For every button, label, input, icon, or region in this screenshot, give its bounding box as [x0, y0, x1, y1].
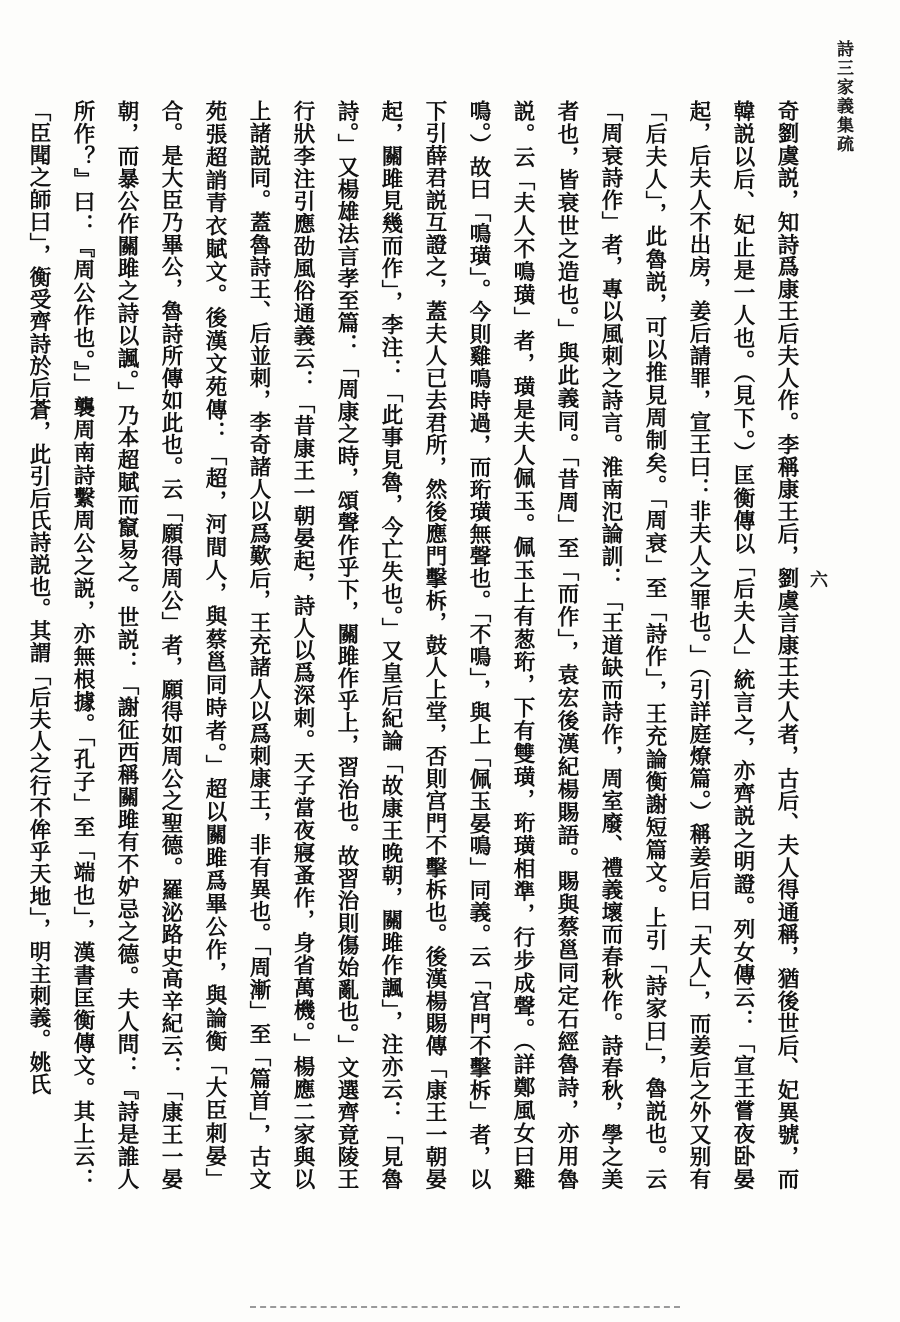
running-header-title: 詩三家義集疏 — [833, 40, 853, 154]
footer-rule — [250, 1306, 680, 1308]
page-number: 六 — [807, 570, 828, 588]
body-paragraph: 奇劉虞説，知詩爲康王后夫人作。李稱康王后，劉虞言康王夫人者，古后、夫人得通稱，猶後世后、妃異號，而韓説以后、妃止是一人也。（見下。）匡衡傳以「后夫人」統言之，亦齊説之明證。列女傳云：「宣王嘗夜卧晏起，后夫人不出房，姜后請罪，宣王曰：非夫人之罪也。」（引詳庭燎篇。）稱姜后曰「夫人」，而姜后之外又别有「后夫人」，此魯説，可以推見周制矣。「周衰」至「詩作」，王充論衡謝短篇文。上引「詩家曰」，魯説也。云「周衰詩作」者，專以風刺之詩言。淮南氾論訓：「王道缺而詩作，周室廢、禮義壞而春秋作。詩春秋，學之美者也，皆衰世之造也。」與此義同。「昔周」至「而作」，袁宏後漢紀楊賜語。賜與蔡邕同定石經魯詩，亦用魯説。云「夫人不鳴璜」者，璜是夫人佩玉。佩玉上有葱珩，下有雙璜，珩璜相準，行步成聲。（詳鄭風女曰雞鳴。）故曰「鳴璜」。今則雞鳴時過，而珩璜無聲也。「不鳴」，與上「佩玉晏鳴」同義。云「宫門不擊柝」者，以下引薛君説互證之，蓋夫人已去君所，然後應門擊柝，鼓人上堂，否則宫門不擊柝也。後漢楊賜傳「康王一朝晏起，關雎見幾而作」，李注：「此事見魯，今亡失也。」又皇后紀論「故康王晚朝，關雎作諷」，注亦云：「見魯詩。」又楊雄法言孝至篇：「周康之時，頌聲作乎下，關雎作乎上，習治也。故習治則傷始亂也。」文選齊竟陵王行狀李注引應劭風俗通義云：「昔康王一朝晏起，詩人以爲深刺。天子當夜寢蚤作，身省萬機。」楊應二家與以上諸説同。蓋魯詩王、后並刺，李奇諸人以爲歎后，王充諸人以爲刺康王，非有異也。「周漸」至「篇首」，古文苑張超誚青衣賦文。後漢文苑傳：「超，河間人，與蔡邕同時者。」超以關雎爲畢公作，與論衡「大臣刺晏」合。是大臣乃畢公，魯詩所傳如此也。云「願得周公」者，願得如周公之聖德。羅泌路史高辛紀云：「康王一晏朝，而暴公作關雎之詩以諷。」乃本超賦而竄易之。世説：「謝征西稱關雎有不妒忌之德。夫人問：『詩是誰人所作？』曰：『周公作也。』」襲周南詩繫周公之説，亦無根據。「孔子」至「端也」，漢書匡衡傳文。其上云：「臣聞之師曰」，衡受齊詩於后蒼，此引后氏詩説也。其謂「后夫人之行不侔乎天地」，明主刺義。姚氏 — [26, 100, 799, 1190]
body-text-column-block — [26, 100, 808, 1190]
